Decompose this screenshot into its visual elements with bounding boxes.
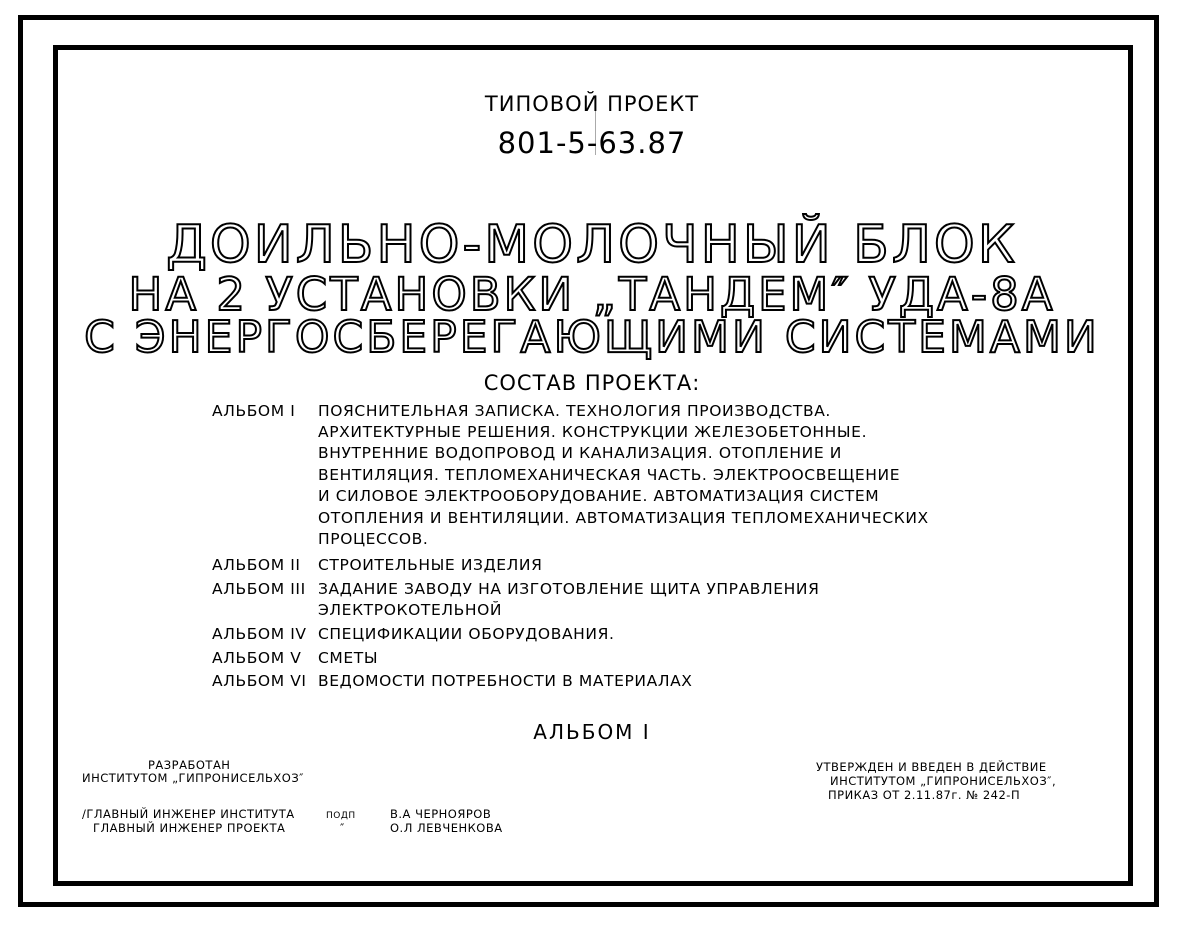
album-line: ВНУТРЕННИЕ ВОДОПРОВОД И КАНАЛИЗАЦИЯ. ОТОПЛЕНИЕ И	[318, 444, 842, 462]
developed-institute: ИНСТИТУТОМ „ГИПРОНИСЕЛЬХОЗ″	[82, 771, 304, 785]
role-chief-institute: /ГЛАВНЫЙ ИНЖЕНЕР ИНСТИТУТА	[82, 807, 295, 821]
album-label: АЛЬБОМ III	[212, 580, 306, 598]
name-chief-institute: В.А ЧЕРНОЯРОВ	[390, 807, 492, 821]
current-album: АЛЬБОМ I	[533, 720, 651, 744]
album-line: ОТОПЛЕНИЯ И ВЕНТИЛЯЦИИ. АВТОМАТИЗАЦИЯ ТЕПЛОМЕХАНИЧЕСКИХ	[318, 509, 929, 527]
album-line: ПРОЦЕССОВ.	[318, 530, 429, 548]
album-line: СМЕТЫ	[318, 649, 379, 667]
album-line: ЗАДАНИЕ ЗАВОДУ НА ИЗГОТОВЛЕНИЕ ЩИТА УПРАВЛЕНИЯ	[318, 580, 820, 598]
name-chief-project: О.Л ЛЕВЧЕНКОВА	[390, 821, 503, 835]
project-type: ТИПОВОЙ ПРОЕКТ	[484, 92, 700, 116]
album-line: АРХИТЕКТУРНЫЕ РЕШЕНИЯ. КОНСТРУКЦИИ ЖЕЛЕЗОБЕТОННЫЕ.	[318, 423, 868, 441]
album-label: АЛЬБОМ I	[212, 402, 296, 420]
approved-line-2: ИНСТИТУТОМ „ГИПРОНИСЕЛЬХОЗ″,	[830, 774, 1057, 788]
title-line-1: ДОИЛЬНО-МОЛОЧНЫЙ БЛОК	[166, 215, 1018, 275]
album-line: И СИЛОВОЕ ЭЛЕКТРООБОРУДОВАНИЕ. АВТОМАТИЗАЦИЯ СИСТЕМ	[318, 487, 880, 505]
approved-line-1: УТВЕРЖДЕН И ВВЕДЕН В ДЕЙСТВИЕ	[816, 760, 1047, 774]
signature-mark: ПОДП	[326, 811, 356, 821]
signature-ditto: ″	[340, 821, 345, 835]
developed-label: РАЗРАБОТАН	[148, 758, 231, 772]
role-chief-project: ГЛАВНЫЙ ИНЖЕНЕР ПРОЕКТА	[93, 821, 286, 835]
album-line: СПЕЦИФИКАЦИИ ОБОРУДОВАНИЯ.	[318, 625, 615, 643]
album-line: СТРОИТЕЛЬНЫЕ ИЗДЕЛИЯ	[318, 556, 543, 574]
album-line: ВЕДОМОСТИ ПОТРЕБНОСТИ В МАТЕРИАЛАХ	[318, 672, 693, 690]
approved-line-3: ПРИКАЗ ОТ 2.11.87г. № 242-П	[828, 788, 1021, 802]
contents-heading: СОСТАВ ПРОЕКТА:	[483, 371, 701, 395]
album-label: АЛЬБОМ IV	[212, 625, 307, 643]
title-line-3: С ЭНЕРГОСБЕРЕГАЮЩИМИ СИСТЕМАМИ	[84, 312, 1100, 363]
album-line: ЭЛЕКТРОКОТЕЛЬНОЙ	[318, 601, 503, 619]
album-label: АЛЬБОМ V	[212, 649, 302, 667]
album-line: ПОЯСНИТЕЛЬНАЯ ЗАПИСКА. ТЕХНОЛОГИЯ ПРОИЗВОДСТВА.	[318, 402, 831, 420]
album-label: АЛЬБОМ II	[212, 556, 301, 574]
album-line: ВЕНТИЛЯЦИЯ. ТЕПЛОМЕХАНИЧЕСКАЯ ЧАСТЬ. ЭЛЕКТРООСВЕЩЕНИЕ	[318, 466, 901, 484]
album-label: АЛЬБОМ VI	[212, 672, 307, 690]
project-number: 801-5-63.87	[497, 126, 687, 160]
title-line-2: НА 2 УСТАНОВКИ „ТАНДЕМ″ УДА-8А	[128, 268, 1056, 321]
